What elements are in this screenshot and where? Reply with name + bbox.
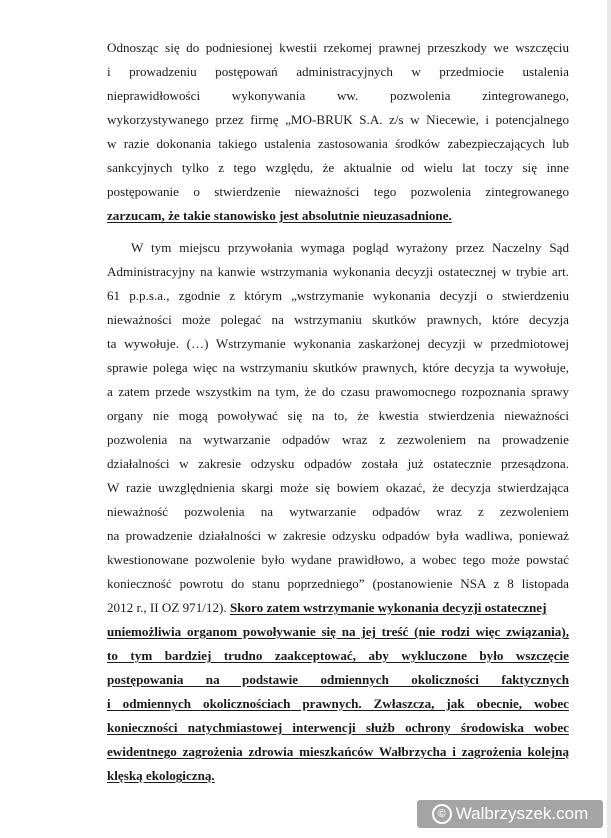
paragraph-2-line: pozwolenia na wytwarzanie odpadów wraz z zezwoleniem na prowadzenie: [107, 432, 569, 447]
paragraph-2-line: organy nie mogą powoływać się na to, że kwestia stwierdzenia nieważności: [107, 408, 569, 423]
paragraph-1-line: w razie dokonania takiego ustalenia zastosowania środków zabezpieczających lub: [107, 136, 569, 151]
emphasis-line: to tym bardziej trudno zaakceptować, aby wykluczone było wszczęcie: [107, 648, 569, 663]
paragraph-2-line: W tym miejscu przywołania wymaga pogląd wyrażony przez Naczelny Sąd: [131, 240, 569, 255]
paragraph-2-citation: [107, 600, 546, 616]
paragraph-2-line: kwestionowane pozwolenie było wydane prawidłowo, a wobec tego może powstać: [107, 552, 569, 567]
page-edge: [607, 0, 611, 838]
emphasis-line-last: klęską ekologiczną.: [107, 768, 215, 783]
paragraph-2-line: konieczność powrotu do stanu poprzedniego” (postanowienie NSA z 8 listopada: [107, 576, 569, 591]
paragraph-1-conclusion: zarzucam, że takie stanowisko jest absolutnie nieuzasadnione.: [107, 208, 452, 223]
watermark-text: Walbrzyszek.com: [455, 804, 589, 823]
copyright-icon: ©: [432, 804, 452, 824]
emphasis-line: konieczności natychmiastowej interwencji służb ochrony środowiska wobec: [107, 720, 569, 735]
emphasis-line: ewidentnego zagrożenia zdrowia mieszkańców Wałbrzycha i zagrożenia kolejną: [107, 744, 569, 759]
paragraph-2-line: a zatem przede wszystkim na tym, że do czasu prawomocnego rozpoznania sprawy: [107, 384, 569, 399]
paragraph-1-line: Odnosząc się do podniesionej kwestii rzekomej prawnej przeszkody we wszczęciu: [107, 40, 569, 55]
paragraph-1-line: postępowanie o stwierdzenie nieważności tego pozwolenia zintegrowanego: [107, 184, 569, 199]
emphasis-line: postępowania na podstawie odmiennych okoliczności faktycznych: [107, 672, 569, 687]
paragraph-1-line: i prowadzeniu postępowań administracyjnych w przedmiocie ustalenia: [107, 64, 569, 79]
site-watermark: [417, 800, 603, 828]
paragraph-2-line: W razie uwzględnienia skargi może się bowiem okazać, że decyzja stwierdzająca: [107, 480, 569, 495]
paragraph-2-line: Administracyjny na kanwie wstrzymania wykonania decyzji ostatecznej w trybie art.: [107, 264, 569, 279]
paragraph-2-line: działalności w zakresie odzysku odpadów została już ostatecznie przesądzona.: [107, 456, 569, 471]
emphasis-line: uniemożliwia organom powoływanie się na jej treść (nie rodzi więc związania),: [107, 624, 569, 639]
emphasis-text: Skoro zatem wstrzymanie wykonania decyzji ostatecznej: [229, 600, 547, 615]
paragraph-2-line: nieważność pozwolenia na wytwarzanie odpadów wraz z zezwoleniem: [107, 504, 569, 519]
paragraph-2-line: sprawie polega więc na wstrzymaniu skutków prawnych, które decyzja ta wywołuje,: [107, 360, 569, 375]
citation-text: 2012 r., II OZ 971/12).: [107, 600, 227, 615]
paragraph-2-line: na prowadzenie działalności w zakresie odzysku odpadów była wadliwa, ponieważ: [107, 528, 569, 543]
paragraph-2-line: ta wywołuje. (…) Wstrzymanie wykonania zaskarżonej decyzji w przedmiotowej: [107, 336, 569, 351]
paragraph-2-line: nieważności może polegać na wstrzymaniu skutków prawnych, które decyzja: [107, 312, 569, 327]
paragraph-1-line: nieprawidłowości wykonywania ww. pozwolenia zintegrowanego,: [107, 88, 569, 103]
paragraph-1-line: sankcyjnych tylko z tego względu, że aktualnie od wielu lat toczy się inne: [107, 160, 569, 175]
paragraph-2-line: 61 p.p.s.a., zgodnie z którym „wstrzymanie wykonania decyzji o stwierdzeniu: [107, 288, 569, 303]
emphasis-line: i odmiennych okolicznościach prawnych. Zwłaszcza, jak obecnie, wobec: [107, 696, 569, 711]
paragraph-1-line: wykorzystywanego przez firmę „MO-BRUK S.A. z/s w Niecewie, i potencjalnego: [107, 112, 569, 127]
